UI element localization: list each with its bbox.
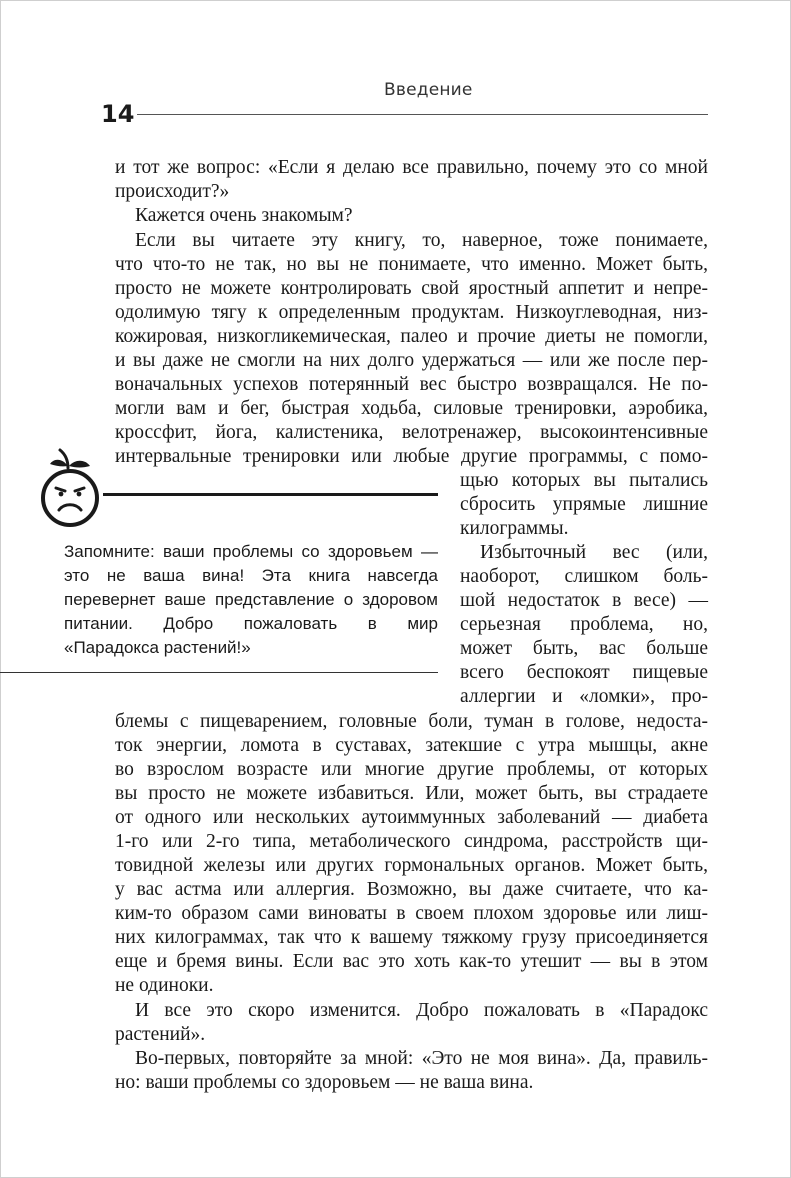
text-line: них килограммах, так что к вашему тяжкому грузу присоединяется — [115, 927, 708, 948]
text-line: щью которых вы пытались — [460, 470, 708, 491]
callout-top-rule — [103, 493, 438, 496]
text-line: Кажется очень знакомым? — [135, 205, 353, 226]
text-line: шой недостаток в весе) — — [460, 590, 708, 611]
text-line: может быть, вас больше — [460, 638, 708, 659]
text-line: могли вам и бег, быстрая ходьба, силовые тренировки, аэробика, — [115, 398, 708, 419]
text-line: сбросить упрямые лишние — [460, 494, 708, 515]
text-line: килограммы. — [460, 518, 569, 539]
text-line: Во-первых, повторяйте за мной: «Это не моя вина». Да, правиль- — [135, 1048, 708, 1069]
text-line: растений». — [115, 1024, 206, 1045]
callout-line: «Парадокса растений!» — [64, 638, 251, 657]
text-line: одолимую тягу к определенным продуктам. Низкоуглеводная, низ- — [115, 302, 708, 323]
callout-line: перевернет ваше представление о здоровом — [64, 590, 438, 609]
text-line: кожировая, низкогликемическая, палео и прочие диеты не помогли, — [115, 326, 708, 347]
text-line: еще и бремя вины. Если вас это хоть как-то утешит — вы в этом — [115, 951, 708, 972]
text-line: происходит?» — [115, 181, 230, 202]
text-line: 1-го или 2-го типа, метаболического синдрома, расстройств щи- — [115, 831, 708, 852]
text-line: но: ваши проблемы со здоровьем — не ваша вина. — [115, 1072, 534, 1093]
text-line: во взрослом возрасте или многие другие проблемы, от которых — [115, 759, 708, 780]
callout-text — [64, 540, 438, 660]
page-number: 14 — [101, 100, 135, 128]
callout-line: это не ваша вина! Эта книга навсегда — [64, 566, 438, 585]
text-line: наоборот, слишком боль- — [460, 566, 708, 587]
sad-face-icon — [38, 446, 102, 530]
text-line: от одного или нескольких аутоиммунных заболеваний — диабета — [115, 807, 708, 828]
text-line: что что-то не так, но вы не понимаете, что именно. Может быть, — [115, 254, 708, 275]
text-line: у вас астма или аллергия. Возможно, вы даже считаете, что ка- — [115, 879, 708, 900]
callout-line: питании. Добро пожаловать в мир — [64, 614, 438, 633]
header-rule — [137, 114, 708, 115]
callout-bottom-rule — [0, 672, 438, 673]
text-line: товидной железы или других гормональных органов. Может быть, — [115, 855, 708, 876]
text-line: И все это скоро изменится. Добро пожаловать в «Парадокс — [135, 1000, 708, 1021]
text-line: Избыточный вес (или, — [480, 542, 708, 563]
text-line: кроссфит, йога, калистеника, велотренажер, высокоинтенсивные — [115, 422, 708, 443]
text-line: не одиноки. — [115, 975, 214, 996]
text-line: серьезная проблема, но, — [460, 614, 708, 635]
text-line: и тот же вопрос: «Если я делаю все правильно, почему это со мной — [115, 157, 708, 178]
text-line: воначальных успехов потерянный вес быстро возвращался. Не по- — [115, 374, 708, 395]
text-line: и вы даже не смогли на них долго удержаться — или же после пер- — [115, 350, 708, 371]
text-line: ким-то образом сами виноваты в своем плохом здоровье или лиш- — [115, 903, 708, 924]
text-line: просто не можете контролировать свой яростный аппетит и непре- — [115, 278, 708, 299]
running-header-title: Введение — [384, 80, 473, 100]
text-line: блемы с пищеварением, головные боли, туман в голове, недоста- — [115, 711, 708, 732]
text-line: Если вы читаете эту книгу, то, наверное, тоже понимаете, — [135, 230, 708, 251]
text-line: всего беспокоят пищевые — [460, 662, 708, 683]
text-line: аллергии и «ломки», про- — [460, 686, 708, 707]
callout-line: Запомните: ваши проблемы со здоровьем — — [64, 542, 438, 561]
text-line: интервальные тренировки или любые другие программы, с помо- — [115, 446, 708, 467]
text-line: вы просто не можете избавиться. Или, может быть, вы страдаете — [115, 783, 708, 804]
text-line: ток энергии, ломота в суставах, затекшие с утра мышцы, акне — [115, 735, 708, 756]
